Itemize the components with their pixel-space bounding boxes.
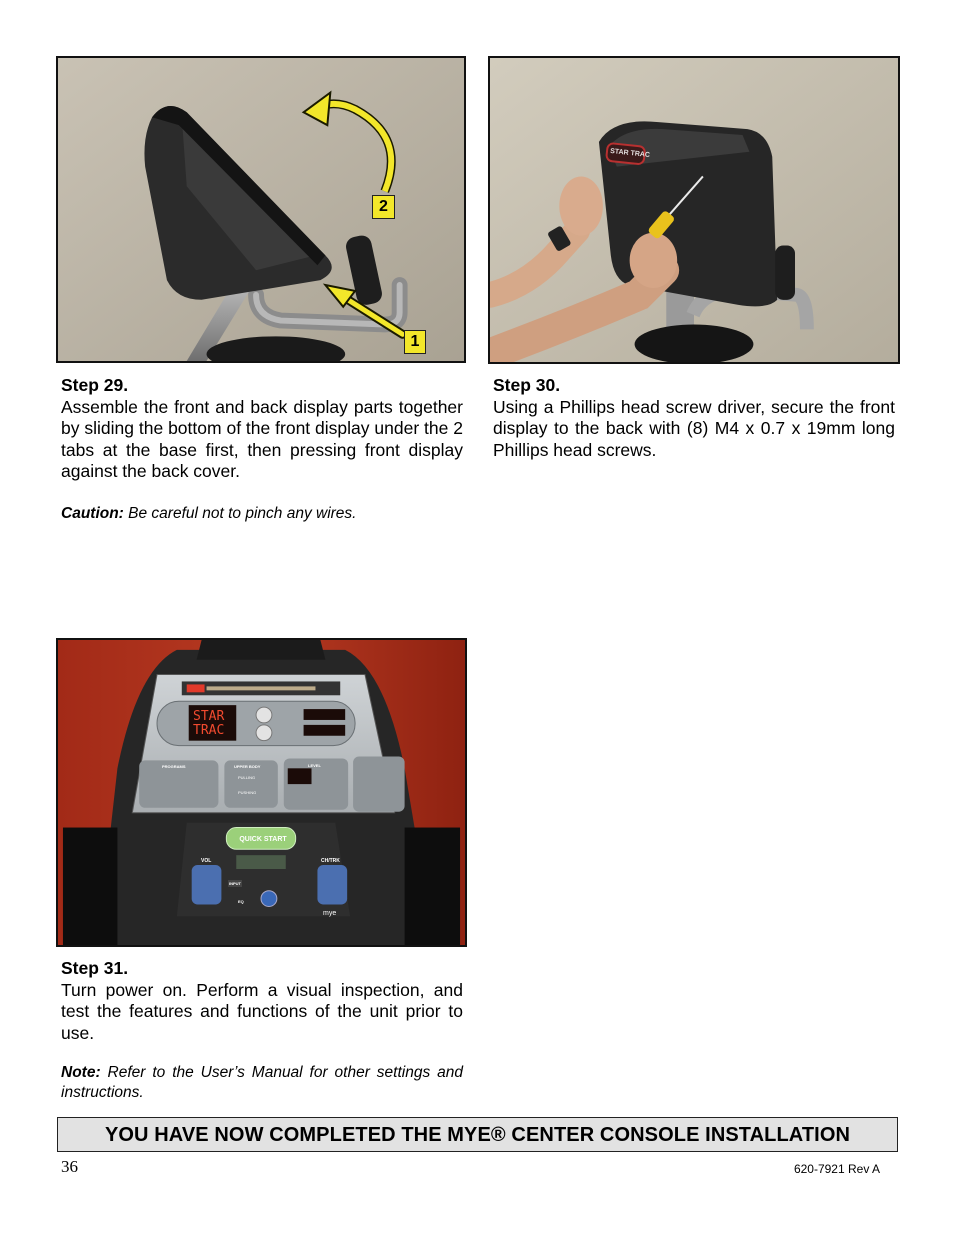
step31-text [61,958,463,1044]
step29-text [61,375,463,483]
step31-photo [56,638,467,947]
console-pulling-label: PULLING [238,775,256,780]
callout-2-label: 2 [372,195,395,219]
step30-text [493,375,895,461]
console-ch-label: CH/TRK [321,858,340,864]
step29-heading: Step 29. [61,375,129,395]
caution-text: Be careful not to pinch any wires. [123,505,357,522]
step29-caution [61,504,463,524]
step30-heading: Step 30. [493,375,561,395]
note-text: Refer to the User’s Manual for other settings and instructions. [61,1064,463,1101]
step30-body: Using a Phillips head screw driver, secure the front display to the back with (8) M4 x 0.7 x 19mm long Phillips head screws. [493,396,895,460]
step29-body: Assemble the front and back display parts together by sliding the bottom of the front display under the 2 tabs at the base first, then pressing front display against the back cover. [61,396,463,481]
page-number: 36 [61,1157,78,1176]
step29-photo [56,56,466,363]
quick-start-button: QUICK START [239,836,287,843]
step30-photo [488,56,900,364]
console-input-label: INPUT [229,881,241,886]
console-programs-label: PROGRAMS [162,764,186,769]
console-upper-body-label: UPPER BODY [234,764,261,769]
console-level-label: LEVEL [308,763,321,768]
step31-note [61,1063,463,1103]
step31-body: Turn power on. Perform a visual inspection, and test the features and functions of the unit prior to use. [61,979,463,1043]
console-mye-logo: mye [323,910,337,917]
startrac-logo-text: STAR TRAC [609,147,651,160]
step31-heading: Step 31. [61,958,129,978]
caution-label: Caution: [61,505,124,522]
console-vol-label: VOL [201,858,212,864]
document-revision: 620-7921 Rev A [793,1162,880,1176]
completion-banner: YOU HAVE NOW COMPLETED THE MYE® CENTER CONSOLE INSTALLATION [57,1117,898,1152]
console-pushing-label: PUSHING [238,790,257,795]
callout-1-label: 1 [404,330,426,354]
note-label: Note: [61,1064,101,1081]
console-led-display: STAR TRAC [193,709,225,738]
console-eq-label: EQ [238,899,244,904]
